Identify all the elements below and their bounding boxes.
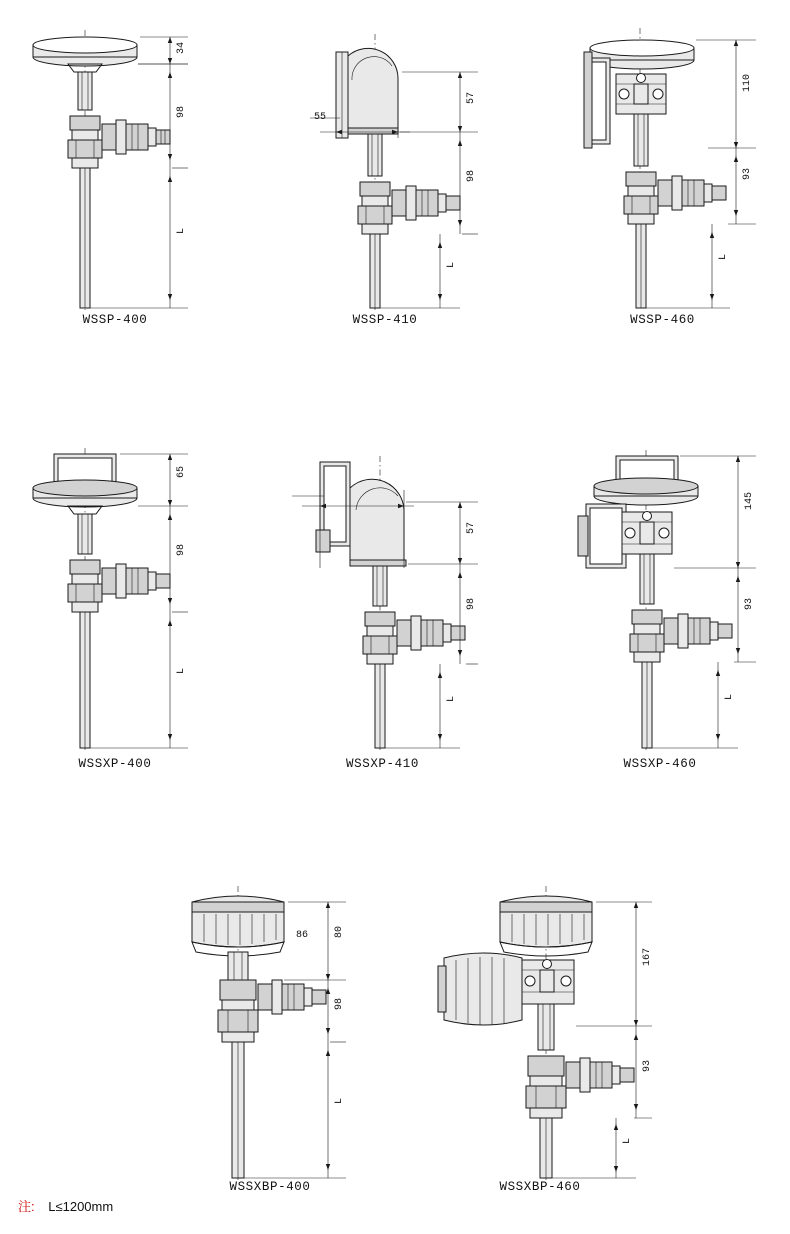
figure-caption-wssxp-400: WSSXP-400 [78, 757, 152, 771]
dimension-label: L [446, 696, 457, 703]
sheet-note [18, 1196, 113, 1215]
figure-caption-wssp-400: WSSP-400 [82, 313, 148, 327]
dimension-label: L [176, 668, 187, 675]
note-value: L≤1200mm [48, 1199, 114, 1214]
dimension-label: L [724, 694, 735, 701]
figure-caption-wssxp-460: WSSXP-460 [623, 757, 697, 771]
dimension-label: 110 [742, 74, 753, 93]
dimension-label: 93 [744, 598, 755, 611]
figure-caption-wssxp-410: WSSXP-410 [346, 757, 419, 771]
figure-wssxp-460 [550, 440, 770, 750]
dimension-label: 65 [176, 466, 187, 479]
dimension-label: 167 [642, 948, 653, 967]
dimension-label: 93 [642, 1060, 653, 1073]
figure-caption-wssp-410: WSSP-410 [352, 313, 418, 327]
dimension-label: 80 [334, 926, 345, 939]
dimension-label: 93 [742, 168, 753, 181]
figure-wssxbp-400 [170, 880, 370, 1180]
dimension-label: 98 [176, 106, 187, 119]
dimension-label: 57 [466, 92, 477, 105]
dimension-label: 98 [466, 598, 477, 611]
dimension-label: L [176, 228, 187, 235]
dimension-label: L [334, 1098, 345, 1105]
figure-wssxbp-460 [430, 880, 660, 1180]
figure-wssp-400 [20, 20, 210, 310]
dimension-label: 57 [466, 522, 477, 535]
dimension-label: 98 [176, 544, 187, 557]
figure-wssp-410 [280, 20, 490, 310]
dimension-label: 34 [176, 42, 187, 55]
figure-wssp-460 [560, 18, 770, 310]
dimension-label: L [718, 254, 729, 261]
figure-caption-wssp-460: WSSP-460 [630, 313, 695, 327]
dimension-label: L [446, 262, 457, 269]
dimension-label: 98 [466, 170, 477, 183]
dimension-label: 145 [744, 492, 755, 511]
figure-caption-wssxbp-400: WSSXBP-400 [229, 1180, 311, 1194]
dimension-label: 55 [314, 112, 327, 123]
note-prefix: 注: [18, 1199, 35, 1214]
dimension-label: L [622, 1138, 633, 1145]
dimension-label: 86 [296, 930, 309, 941]
dimension-label: 98 [334, 998, 345, 1011]
figure-wssxp-400 [20, 440, 210, 750]
figure-caption-wssxbp-460: WSSXBP-460 [499, 1180, 581, 1194]
